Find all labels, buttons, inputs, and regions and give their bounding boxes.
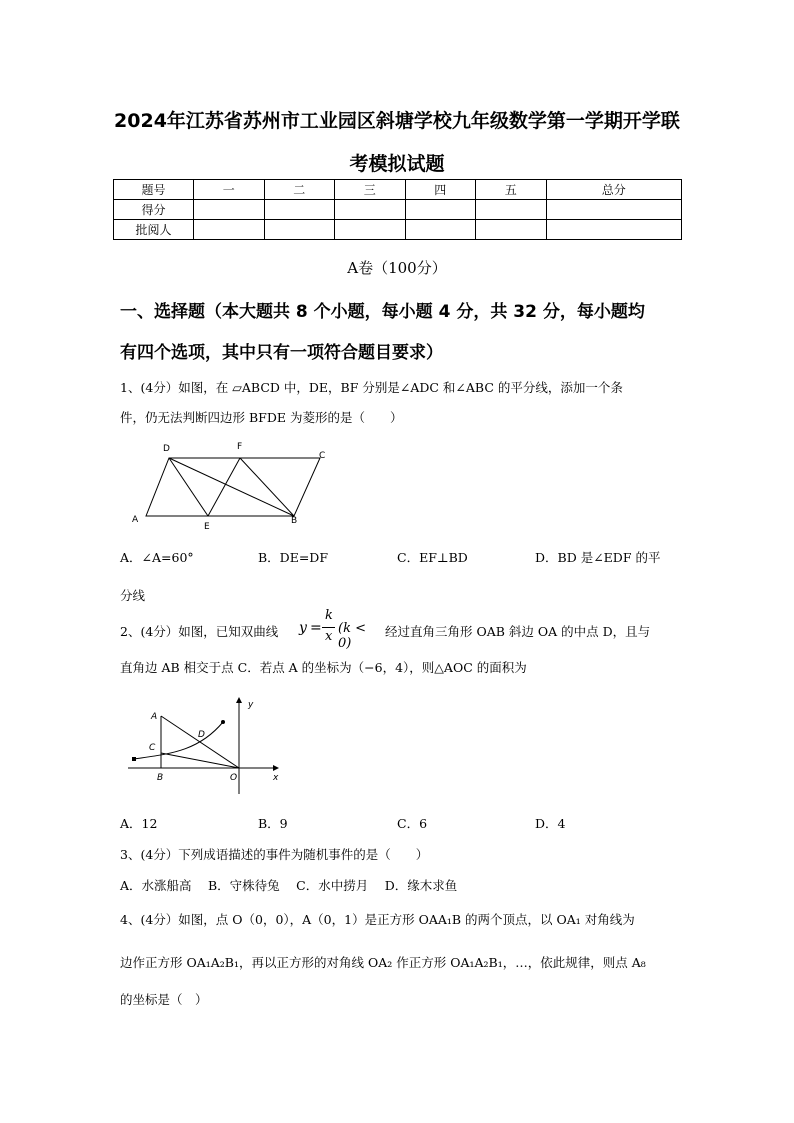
label-a: A xyxy=(132,515,139,525)
fraction-bar xyxy=(322,627,335,628)
page-title-line1: 2024年江苏省苏州市工业园区斜塘学校九年级数学第一学期开学联 xyxy=(114,110,680,132)
hyperbola-formula xyxy=(299,608,383,651)
formula-numerator: k xyxy=(325,608,333,623)
table-cell xyxy=(546,220,682,240)
segment-ef xyxy=(208,458,240,516)
table-cell: 题号 xyxy=(114,180,194,200)
table-cell xyxy=(264,200,335,220)
table-cell: 四 xyxy=(405,180,476,200)
label-d: D xyxy=(163,444,170,454)
label-y: y xyxy=(248,700,254,710)
table-cell xyxy=(476,220,547,240)
formula-y: y xyxy=(299,620,307,636)
volume-heading: A卷（100分） xyxy=(347,259,447,277)
label-o: O xyxy=(230,773,238,783)
formula-condition: (k < 0) xyxy=(338,621,366,651)
score-table-header-row xyxy=(114,180,682,200)
q2-option-c: C．6 xyxy=(397,816,428,831)
parallelogram-abcd xyxy=(146,458,320,516)
table-cell: 一 xyxy=(194,180,265,200)
question-2-suffix: 经过直角三角形 OAB 斜边 OA 的中点 D，且与 xyxy=(385,624,651,639)
q1-option-d: D．BD 是∠EDF 的平 xyxy=(535,550,661,565)
table-cell xyxy=(335,220,406,240)
q1-option-b: B．DE=DF xyxy=(258,550,329,565)
table-cell: 五 xyxy=(476,180,547,200)
question-1-line1: 1、(4分）如图，在 ▱ABCD 中，DE，BF 分别是∠ADC 和∠ABC 的平分线，添加一个条 xyxy=(120,380,623,395)
hyperbola-figure xyxy=(128,692,288,797)
question-4-line1: 4、(4分）如图，点 O（0，0），A（0，1）是正方形 OAA₁B 的两个顶点，以 OA₁ 对角线为 xyxy=(120,912,635,927)
parallelogram-figure xyxy=(125,438,335,533)
table-cell: 三 xyxy=(335,180,406,200)
q2-option-a: A．12 xyxy=(120,816,158,831)
q3-options: A．水涨船高 B．守株待兔 C．水中捞月 D．缘木求鱼 xyxy=(120,878,458,893)
question-2-prefix: 2、(4分）如图，已知双曲线 xyxy=(120,624,279,639)
table-cell: 得分 xyxy=(114,200,194,220)
label-c: C xyxy=(319,451,326,461)
table-cell: 二 xyxy=(264,180,335,200)
question-3-line1: 3、(4分）下列成语描述的事件为随机事件的是（ ） xyxy=(120,847,429,862)
segment-db xyxy=(169,458,294,516)
curve-endpoint xyxy=(132,757,136,761)
q1-option-d-cont: 分线 xyxy=(120,588,146,603)
label-c: C xyxy=(149,743,156,753)
question-2-line2: 直角边 AB 相交于点 C．若点 A 的坐标为（−6，4），则△AOC 的面积为 xyxy=(120,660,527,675)
page-title-line2: 考模拟试题 xyxy=(349,153,445,175)
table-cell: 批阅人 xyxy=(114,220,194,240)
segment-fb xyxy=(240,458,294,516)
table-cell xyxy=(476,200,547,220)
label-x: x xyxy=(273,773,279,783)
section-heading-line1: 一、选择题（本大题共 8 个小题，每小题 4 分，共 32 分，每小题均 xyxy=(120,302,645,322)
table-cell xyxy=(335,200,406,220)
label-a: A xyxy=(151,712,158,722)
table-cell xyxy=(264,220,335,240)
score-table-row xyxy=(114,200,682,220)
curve-endpoint xyxy=(221,720,225,724)
question-4-line2: 边作正方形 OA₁A₂B₁，再以正方形的对角线 OA₂ 作正方形 OA₁A₂B₁，…，依此规律，则点 A₈ xyxy=(120,955,646,970)
section-heading-line2: 有四个选项，其中只有一项符合题目要求） xyxy=(120,343,443,363)
label-e: E xyxy=(204,522,210,532)
label-b: B xyxy=(157,773,164,783)
table-cell: 总分 xyxy=(546,180,682,200)
q1-option-c: C．EF⊥BD xyxy=(397,550,468,565)
table-cell xyxy=(194,200,265,220)
score-table-row xyxy=(114,220,682,240)
table-cell xyxy=(405,220,476,240)
table-cell xyxy=(405,200,476,220)
q2-option-d: D．4 xyxy=(535,816,566,831)
question-1-line2: 件，仍无法判断四边形 BFDE 为菱形的是（ ） xyxy=(120,410,403,425)
question-4-line3: 的坐标是（ ） xyxy=(120,992,208,1007)
q2-option-b: B．9 xyxy=(258,816,288,831)
score-table xyxy=(113,179,682,240)
formula-equals: = xyxy=(310,620,322,636)
table-cell xyxy=(546,200,682,220)
label-d: D xyxy=(198,730,205,740)
label-b: B xyxy=(291,516,298,526)
table-cell xyxy=(194,220,265,240)
formula-denominator: x xyxy=(325,629,333,644)
q1-option-a: A．∠A=60° xyxy=(120,550,194,565)
label-f: F xyxy=(237,442,243,452)
